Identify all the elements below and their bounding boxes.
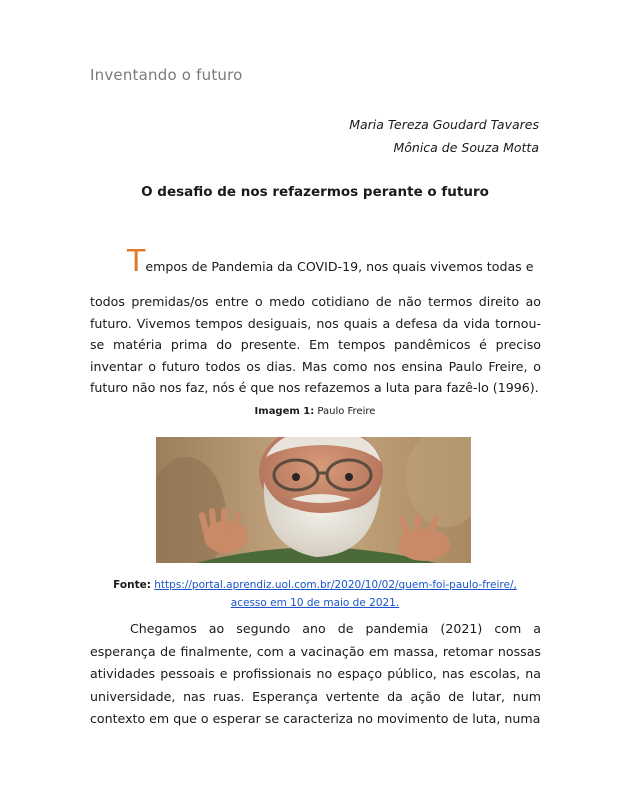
figure-source	[0, 576, 630, 612]
paragraph-first-line	[127, 244, 547, 279]
running-header: Inventando o futuro	[90, 66, 243, 84]
paragraph-text	[90, 618, 541, 731]
figure-caption	[0, 406, 630, 417]
source-access-date[interactable]: acesso em 10 de maio de 2021.	[230, 597, 400, 609]
paragraph-body: Chegamos ao segundo ano de pandemia (2021) com a esperança de finalmente, com a vacinação em massa, retomar nossas atividades pessoais e profissionais no espaço público, nas escolas, na universidade, nas ruas. Esperança vertente da ação de lutar, num contexto em que o esperar se caracteriza no movimento de luta, numa	[90, 621, 541, 727]
portrait-photo	[156, 437, 471, 563]
article-title: O desafio de nos refazermos perante o futuro	[141, 184, 489, 200]
first-line-text: empos de Pandemia da COVID-19, nos quais vivemos todas e	[145, 259, 534, 274]
source-link[interactable]: https://portal.aprendiz.uol.com.br/2020/10/02/quem-foi-paulo-freire/,	[154, 579, 517, 591]
source-label: Fonte:	[113, 579, 151, 591]
author-name: Mônica de Souza Motta	[393, 140, 539, 155]
author-name: Maria Tereza Goudard Tavares	[349, 117, 539, 132]
paragraph-text: todos premidas/os entre o medo cotidiano de não termos direito ao futuro. Vivemos tempos desiguais, nos quais a defesa da vida tornou-se matéria prima do presente. Em tempos pandêmicos é preciso inventar o futuro todos os dias. Mas como nos ensina Paulo Freire, o futuro não nos faz, nós é que nos refazemos a luta para fazê-lo (1996).	[90, 294, 541, 395]
drop-cap: T	[127, 244, 146, 279]
figure-caption-text: Paulo Freire	[314, 406, 376, 417]
figure-label: Imagem 1:	[254, 406, 315, 417]
portrait-illustration	[156, 437, 471, 563]
